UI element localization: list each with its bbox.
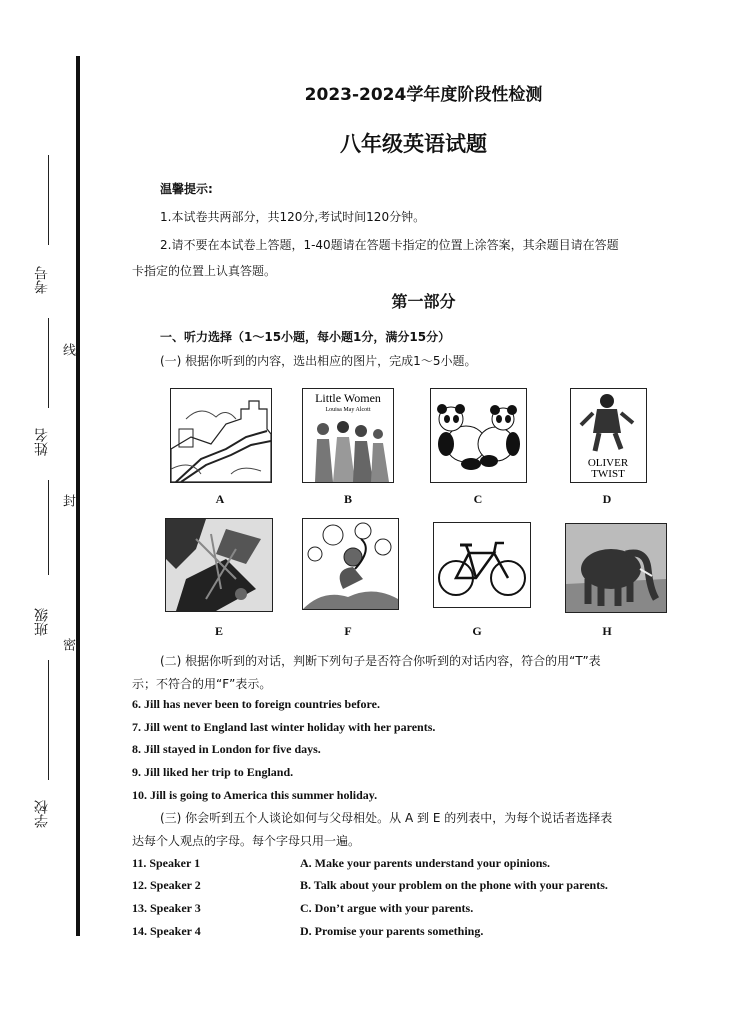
picture-oliver-twist-cover [570,388,647,483]
picture-hou-yi-shooting-suns [302,518,399,610]
picture-elephant [565,523,667,613]
seal-char: 线 [60,343,75,356]
exam-number-label: 考号 [34,266,50,294]
subsection-heading: (三) 你会听到五个人谈论如何与父母相处。从 A 到 E 的列表中，为每个说话者选择表 [160,811,613,825]
picture-little-women-cover [302,388,394,483]
blank-line [48,155,49,245]
cover-title: OLIVER [587,457,629,469]
tip-line: 2.请不要在本试卷上答题，1-40题请在答题卡指定的位置上涂答案，其余题目请在答题 [160,238,619,252]
speaker-label: 11. Speaker 1 [132,856,201,870]
class-label: 班级 [34,608,50,636]
statement: 8. Jill stayed in London for five days. [132,742,321,756]
cover-author: Louisa May Alcott [325,407,371,413]
picture-label: G [472,624,482,638]
speaker-option: B. Talk about your problem on the phone with your parents. [300,878,608,892]
picture-label: B [343,492,352,506]
speaker-label: 14. Speaker 4 [132,924,201,938]
exam-subtitle: 八年级英语试题 [340,132,487,156]
subsection-heading: 达每个人观点的字母。每个字母只用一遍。 [132,834,361,848]
tip-line: 1.本试卷共两部分，共120分,考试时间120分钟。 [160,210,426,224]
seal-char: 密 [60,638,75,651]
picture-bicycle [433,522,531,608]
seal-char: 封 [60,494,75,507]
tip-line: 卡指定的位置上认真答题。 [132,264,277,278]
picture-label: F [344,624,352,638]
blank-line [48,318,49,408]
part-title: 第一部分 [391,292,456,311]
picture-label: A [215,492,225,506]
statement: 6. Jill has never been to foreign countries before. [132,697,380,711]
speaker-option: D. Promise your parents something. [300,924,484,938]
cover-title: TWIST [591,468,625,480]
picture-label: D [602,492,612,506]
subsection-heading: (一) 根据你听到的内容，选出相应的图片，完成1～5小题。 [160,354,477,368]
speaker-option: C. Don’t argue with your parents. [300,901,474,915]
section-heading: 一、听力选择（1～15小题，每小题1分，满分15分） [160,330,451,344]
picture-great-wall [170,388,272,483]
picture-label: E [214,624,223,638]
tips-heading: 温馨提示: [160,182,213,196]
picture-storm-painting [165,518,273,612]
picture-label: C [473,492,483,506]
speaker-label: 13. Speaker 3 [132,901,201,915]
speaker-label: 12. Speaker 2 [132,878,201,892]
speaker-option: A. Make your parents understand your opinions. [300,856,551,870]
blank-line [48,480,49,575]
subsection-heading: 示；不符合的用“F”表示。 [132,677,272,691]
school-label: 学校 [34,800,50,828]
name-label: 姓名 [34,428,50,456]
picture-pandas [430,388,527,483]
cover-title: Little Women [315,391,381,405]
statement: 7. Jill went to England last winter holiday with her parents. [132,720,436,734]
statement: 10. Jill is going to America this summer holiday. [132,788,378,802]
picture-label: H [602,624,612,638]
blank-line [48,660,49,780]
subsection-heading: (二) 根据你听到的对话，判断下列句子是否符合你听到的对话内容，符合的用“T”表 [160,654,601,668]
statement: 9. Jill liked her trip to England. [132,765,294,779]
exam-title: 2023-2024学年度阶段性检测 [304,85,543,105]
